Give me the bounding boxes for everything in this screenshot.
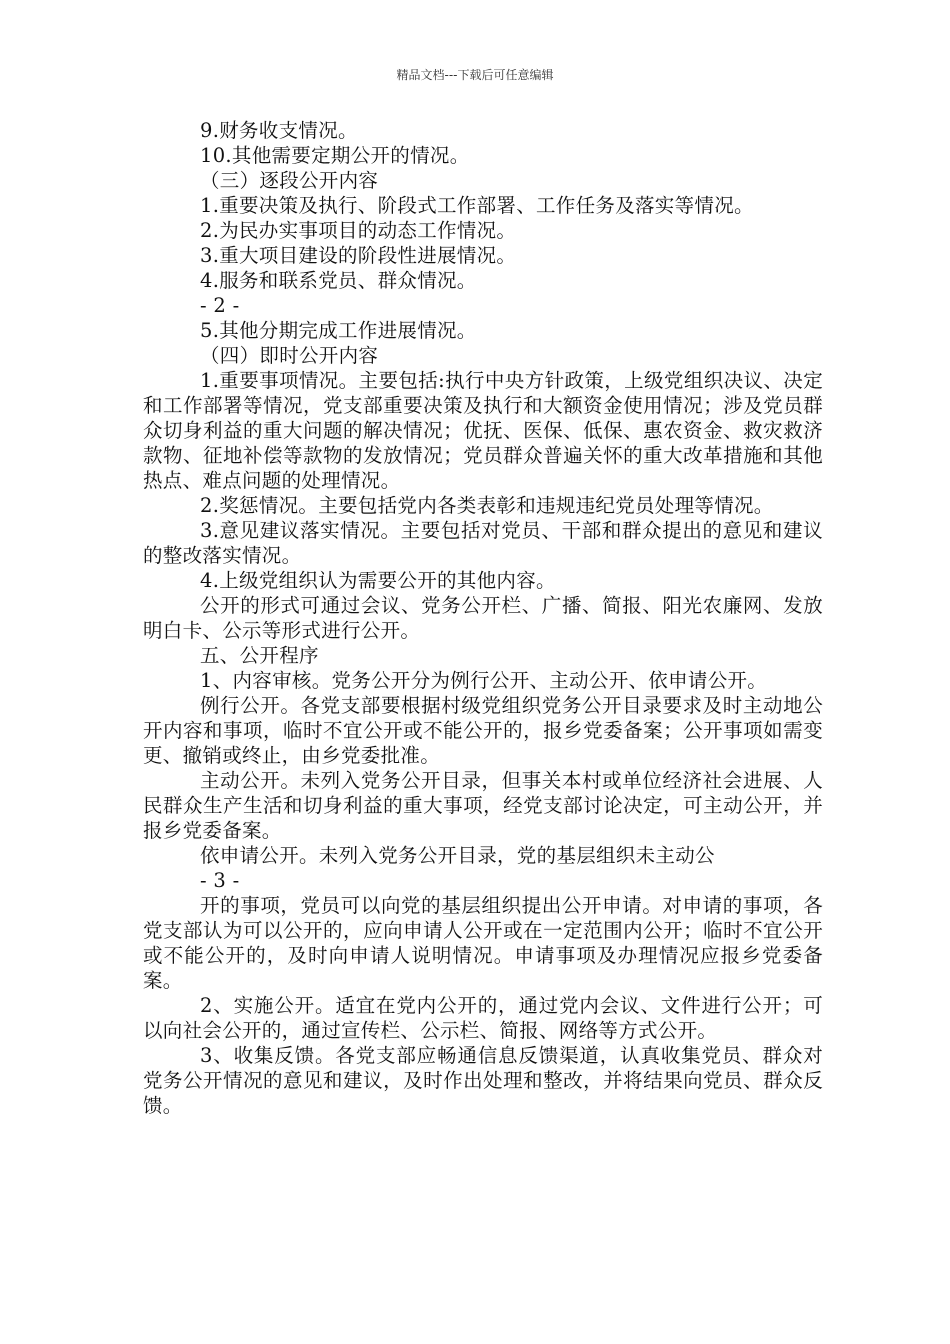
- paragraph: 开的事项，党员可以向党的基层组织提出公开申请。对申请的事项，各党支部认为可以公开的，应向申请人公开或在一定范围内公开；临时不宜公开或不能公开的，及时向申请人说明情况。申请事项及办理情况应报乡党委备案。: [143, 894, 823, 992]
- paragraph: 公开的形式可通过会议、党务公开栏、广播、简报、阳光农廉网、发放明白卡、公示等形式进行公开。: [143, 594, 823, 642]
- section-heading: （三）逐段公开内容: [200, 169, 379, 192]
- paragraph: 例行公开。各党支部要根据村级党组织党务公开目录要求及时主动地公开内容和事项，临时不宜公开或不能公开的，报乡党委备案；公开事项如需变更、撤销或终止，由乡党委批准。: [143, 694, 823, 767]
- paragraph: 依申请公开。未列入党务公开目录，党的基层组织未主动公: [200, 844, 715, 867]
- page-header: 精品文档---下载后可任意编辑: [396, 68, 554, 82]
- paragraph: 4.服务和联系党员、群众情况。: [200, 269, 477, 292]
- paragraph: 1、内容审核。党务公开分为例行公开、主动公开、依申请公开。: [200, 669, 768, 692]
- paragraph: 3.重大项目建设的阶段性进展情况。: [200, 244, 517, 267]
- paragraph: 3、收集反馈。各党支部应畅通信息反馈渠道，认真收集党员、群众对党务公开情况的意见和建议，及时作出处理和整改，并将结果向党员、群众反馈。: [143, 1044, 823, 1117]
- document-body: [143, 118, 823, 1118]
- paragraph: 9.财务收支情况。: [200, 119, 358, 142]
- paragraph: 3.意见建议落实情况。主要包括对党员、干部和群众提出的意见和建议的整改落实情况。: [143, 519, 823, 567]
- page-number: - 2 -: [200, 294, 240, 317]
- paragraph: 2.为民办实事项目的动态工作情况。: [200, 219, 517, 242]
- section-heading: 五、公开程序: [200, 644, 319, 667]
- page-number: - 3 -: [200, 869, 240, 892]
- paragraph: 4.上级党组织认为需要公开的其他内容。: [200, 569, 556, 592]
- paragraph: 2、实施公开。适宜在党内公开的，通过党内会议、文件进行公开；可以向社会公开的，通过宣传栏、公示栏、简报、网络等方式公开。: [143, 994, 823, 1042]
- section-heading: （四）即时公开内容: [200, 344, 379, 367]
- paragraph: 10.其他需要定期公开的情况。: [200, 144, 470, 167]
- paragraph: 1.重要决策及执行、阶段式工作部署、工作任务及落实等情况。: [200, 194, 754, 217]
- paragraph: 主动公开。未列入党务公开目录，但事关本村或单位经济社会进展、人民群众生产生活和切身利益的重大事项，经党支部讨论决定，可主动公开，并报乡党委备案。: [143, 769, 823, 842]
- paragraph: 1.重要事项情况。主要包括:执行中央方针政策，上级党组织决议、决定和工作部署等情况，党支部重要决策及执行和大额资金使用情况；涉及党员群众切身利益的重大问题的解决情况；优抚、医保、低保、惠农资金、救灾救济款物、征地补偿等款物的发放情况；党员群众普遍关怀的重大改革措施和其他热点、难点问题的处理情况。: [143, 369, 823, 492]
- paragraph: 5.其他分期完成工作进展情况。: [200, 319, 477, 342]
- paragraph: 2.奖惩情况。主要包括党内各类表彰和违规违纪党员处理等情况。: [200, 494, 774, 517]
